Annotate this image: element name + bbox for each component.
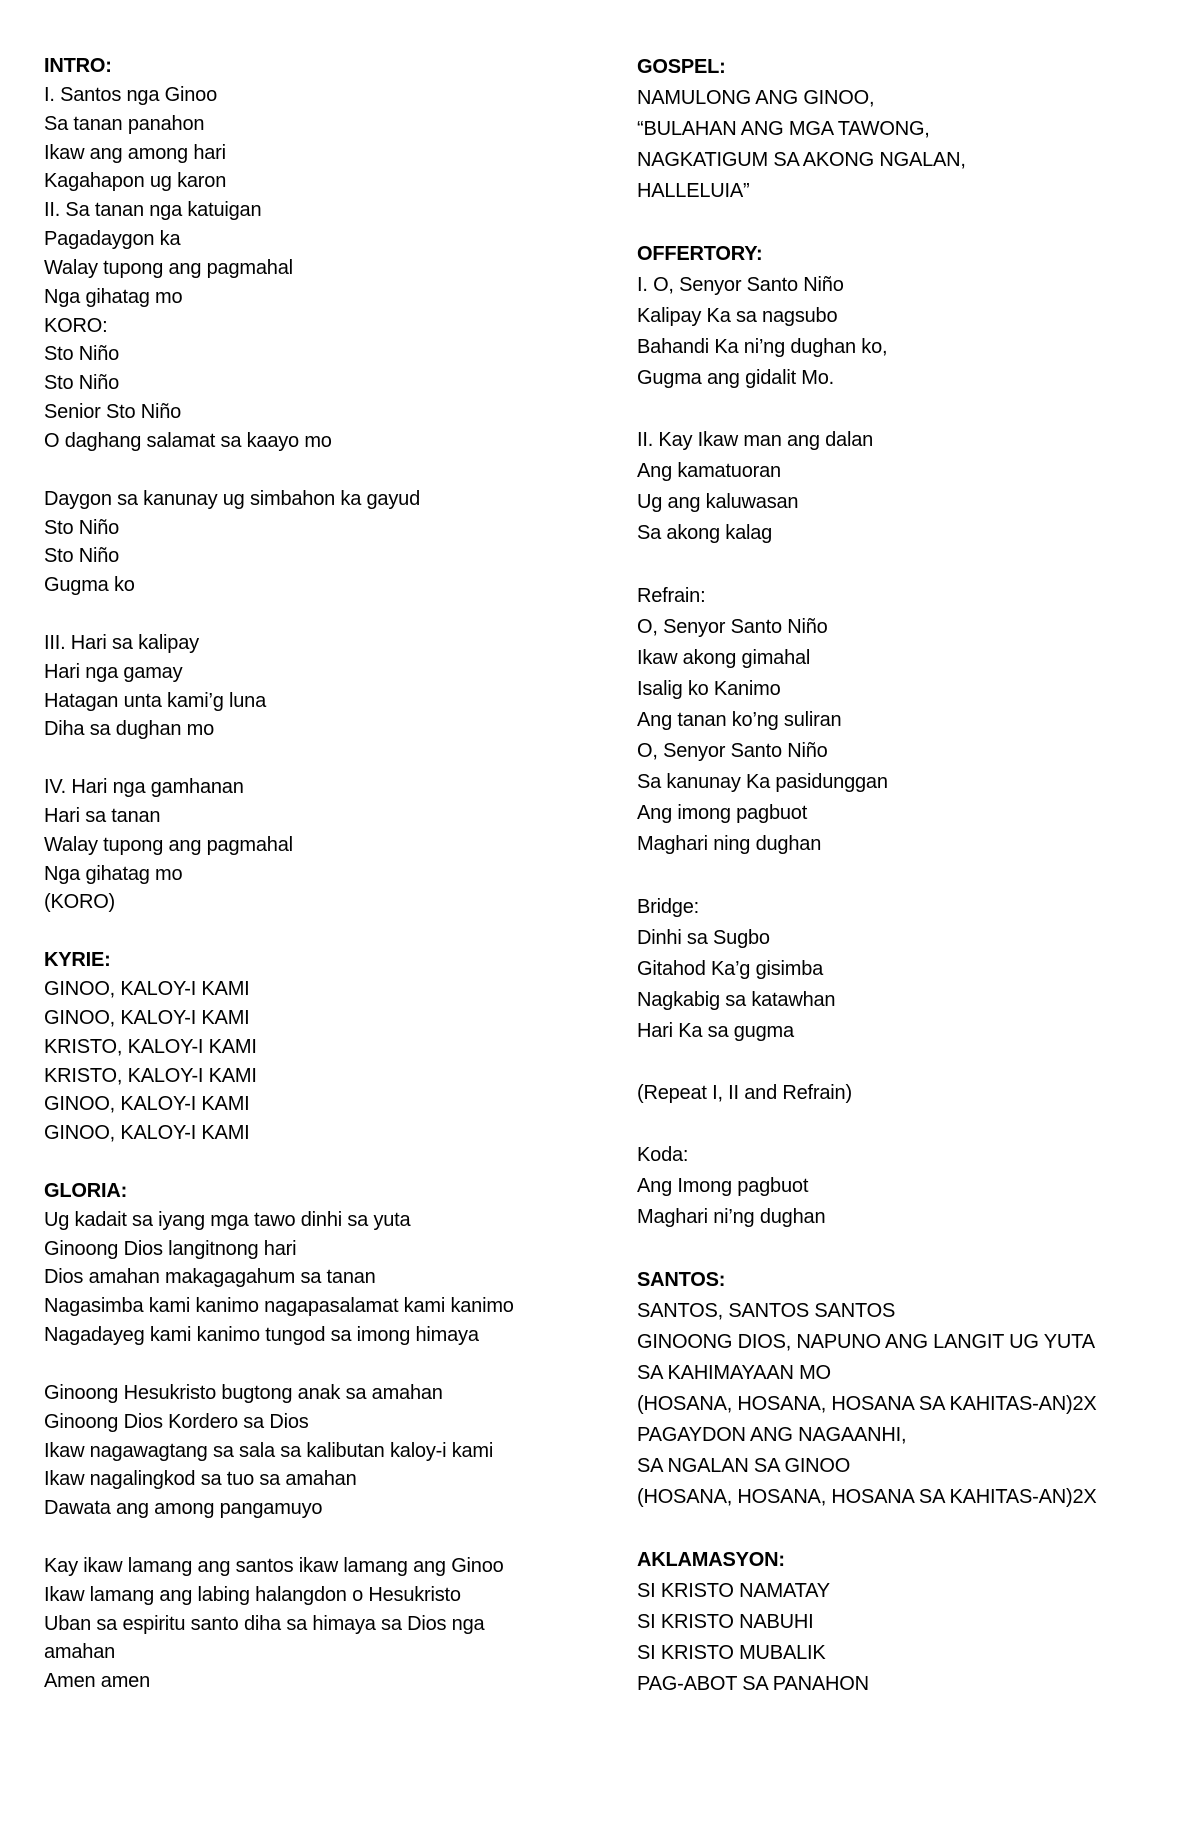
lyric-line: Maghari ni’ng dughan [637,1206,826,1229]
stanza-gap [44,744,604,773]
kyrie-block [44,975,604,1148]
refrain-block [637,581,1177,861]
lyric-line: Nagadayeg kami kanimo tungod sa imong himaya [44,1324,479,1347]
lyric-line: KORO: [44,314,108,337]
lyric-line: Gugma ko [44,574,135,597]
lyric-line: Gitahod Ka’g gisimba [637,957,824,980]
koda-block [637,1140,1177,1233]
lyric-line: III. Hari sa kalipay [44,631,199,654]
lyric-line: GINOONG DIOS, NAPUNO ANG LANGIT UG YUTA [637,1330,1095,1353]
stanza-gap [637,1234,1177,1265]
lyric-line: GINOO, KALOY-I KAMI [44,1006,250,1029]
lyric-line: Kagahapon ug karon [44,170,227,193]
lyric-line: II. Sa tanan nga katuigan [44,199,262,222]
lyric-line: O, Senyor Santo Niño [637,740,828,763]
lyric-line: HALLELUIA” [637,180,750,203]
lyric-line: Ikaw akong gimahal [637,646,811,669]
lyric-line: Ikaw nagawagtang sa sala sa kalibutan kaloy-i kami [44,1439,494,1462]
stanza-gap [637,1513,1177,1544]
kyrie-heading: KYRIE: [44,949,111,972]
lyric-line: PAG-ABOT SA PANAHON [637,1672,869,1695]
aklamasyon-block [637,1576,1177,1700]
gloria-heading: GLORIA: [44,1179,128,1202]
stanza-gap [44,1350,604,1379]
lyric-line: Senior Sto Niño [44,401,182,424]
koda-label: Koda: [637,1144,689,1167]
stanza-gap [637,207,1177,238]
lyric-line: SA KAHIMAYAAN MO [637,1361,831,1384]
lyric-line: Bahandi Ka ni’ng dughan ko, [637,335,888,358]
santos-block [637,1296,1177,1514]
lyric-line: (KORO) [44,891,116,914]
lyric-line: Dios amahan makagagahum sa tanan [44,1266,376,1289]
lyric-line: IV. Hari nga gamhanan [44,776,244,799]
lyric-line: PAGAYDON ANG NAGAANHI, [637,1424,907,1447]
lyric-line: Ginoong Dios langitnong hari [44,1237,297,1260]
lyric-line: Ikaw lamang ang labing halangdon o Hesukristo [44,1583,461,1606]
lyric-line: “BULAHAN ANG MGA TAWONG, [637,118,930,141]
lyric-line: Kalipay Ka sa nagsubo [637,304,838,327]
santos-heading: SANTOS: [637,1268,726,1291]
lyric-line: GINOO, KALOY-I KAMI [44,1122,250,1145]
gospel-heading: GOSPEL: [637,56,726,78]
lyric-line: Sa tanan panahon [44,112,205,135]
bridge-label: Bridge: [637,895,699,918]
lyric-line: Daygon sa kanunay ug simbahon ka gayud [44,487,420,510]
lyric-line: Nagasimba kami kanimo nagapasalamat kami kanimo [44,1295,514,1318]
lyric-line: (HOSANA, HOSANA, HOSANA SA KAHITAS-AN)2X [637,1486,1097,1509]
lyric-line: O, Senyor Santo Niño [637,615,828,638]
repeat-instruction: (Repeat I, II and Refrain) [637,1082,852,1105]
intro-verse-block [44,485,604,600]
lyric-line: SI KRISTO MUBALIK [637,1641,826,1664]
lyric-line: Sa kanunay Ka pasidunggan [637,771,888,794]
gloria-block [44,1379,604,1523]
offertory-block [637,425,1177,549]
stanza-gap [44,1148,604,1177]
lyric-line: Sto Niño [44,372,120,395]
lyric-line: Nga gihatag mo [44,862,183,885]
intro-verse-block [44,773,604,917]
lyric-line: Ug kadait sa iyang mga tawo dinhi sa yuta [44,1208,411,1231]
lyric-line: II. Kay Ikaw man ang dalan [637,429,874,452]
lyric-line: Kay ikaw lamang ang santos ikaw lamang ang Ginoo [44,1554,504,1577]
lyric-line: Hari nga gamay [44,660,183,683]
offertory-block [637,270,1177,394]
lyric-line: KRISTO, KALOY-I KAMI [44,1035,257,1058]
lyric-line: Walay tupong ang pagmahal [44,256,293,279]
gospel-block [637,83,1177,207]
lyric-line: Gugma ang gidalit Mo. [637,366,835,389]
bridge-block [637,892,1177,1047]
stanza-gap [44,456,604,485]
lyric-line: Dawata ang among pangamuyo [44,1497,323,1520]
lyric-line: Pagadaygon ka [44,228,181,251]
stanza-gap [637,550,1177,581]
refrain-label: Refrain: [637,584,706,607]
lyric-line: Hari sa tanan [44,804,161,827]
lyric-line: Ang kamatuoran [637,460,781,483]
lyric-line: Uban sa espiritu santo diha sa himaya sa Dios nga [44,1612,485,1635]
intro-verse-block [44,629,604,744]
stanza-gap [637,394,1177,425]
lyric-line: O daghang salamat sa kaayo mo [44,429,332,452]
stanza-gap [44,600,604,629]
intro-heading: INTRO: [44,55,112,77]
lyric-line: GINOO, KALOY-I KAMI [44,978,250,1000]
lyric-line: Nagkabig sa katawhan [637,988,836,1011]
stanza-gap [44,1523,604,1552]
intro-verse-block [44,81,604,456]
lyric-line: amahan [44,1641,116,1664]
lyric-line: NAMULONG ANG GINOO, [637,87,875,110]
lyric-line: Walay tupong ang pagmahal [44,833,293,856]
lyric-line: Hari Ka sa gugma [637,1019,794,1042]
lyric-line: Amen amen [44,1670,151,1693]
lyric-line: I. Santos nga Ginoo [44,83,217,106]
lyric-line: I. O, Senyor Santo Niño [637,273,844,296]
lyric-line: Maghari ning dughan [637,833,822,856]
lyric-line: GINOO, KALOY-I KAMI [44,1093,250,1116]
lyric-line: Ug ang kaluwasan [637,491,799,514]
left-column [44,52,604,1696]
lyric-line: Isalig ko Kanimo [637,677,781,700]
lyric-line: Ginoong Hesukristo bugtong anak sa amahan [44,1381,443,1404]
lyric-line: SANTOS, SANTOS SANTOS [637,1299,896,1322]
offertory-heading: OFFERTORY: [637,242,763,265]
lyric-line: SI KRISTO NABUHI [637,1610,814,1633]
lyric-line: Sto Niño [44,545,120,568]
lyric-line: Sto Niño [44,516,120,539]
gloria-block [44,1206,604,1350]
lyric-line: Nga gihatag mo [44,285,183,308]
lyric-line: Ang tanan ko’ng suliran [637,708,842,731]
lyric-line: KRISTO, KALOY-I KAMI [44,1064,257,1087]
aklamasyon-heading: AKLAMASYON: [637,1548,785,1571]
lyric-line: NAGKATIGUM SA AKONG NGALAN, [637,149,966,172]
stanza-gap [637,860,1177,891]
lyric-line: Ang imong pagbuot [637,802,808,825]
lyric-line: Ginoong Dios Kordero sa Dios [44,1410,309,1433]
lyric-line: SA NGALAN SA GINOO [637,1455,851,1478]
lyric-line: Sto Niño [44,343,120,366]
lyric-line: Ikaw nagalingkod sa tuo sa amahan [44,1468,357,1491]
lyric-line: (HOSANA, HOSANA, HOSANA SA KAHITAS-AN)2X [637,1393,1097,1416]
lyric-line: Ang Imong pagbuot [637,1175,809,1198]
right-column [637,52,1177,1700]
lyric-line: Hatagan unta kami’g luna [44,689,267,712]
lyric-line: Ikaw ang among hari [44,141,226,164]
stanza-gap [637,1109,1177,1140]
stanza-gap [637,1047,1177,1078]
lyric-line: Diha sa dughan mo [44,718,215,741]
lyric-line: SI KRISTO NAMATAY [637,1579,830,1602]
lyric-line: Sa akong kalag [637,522,773,545]
gloria-block [44,1552,604,1696]
stanza-gap [44,917,604,946]
lyric-line: Dinhi sa Sugbo [637,926,770,949]
